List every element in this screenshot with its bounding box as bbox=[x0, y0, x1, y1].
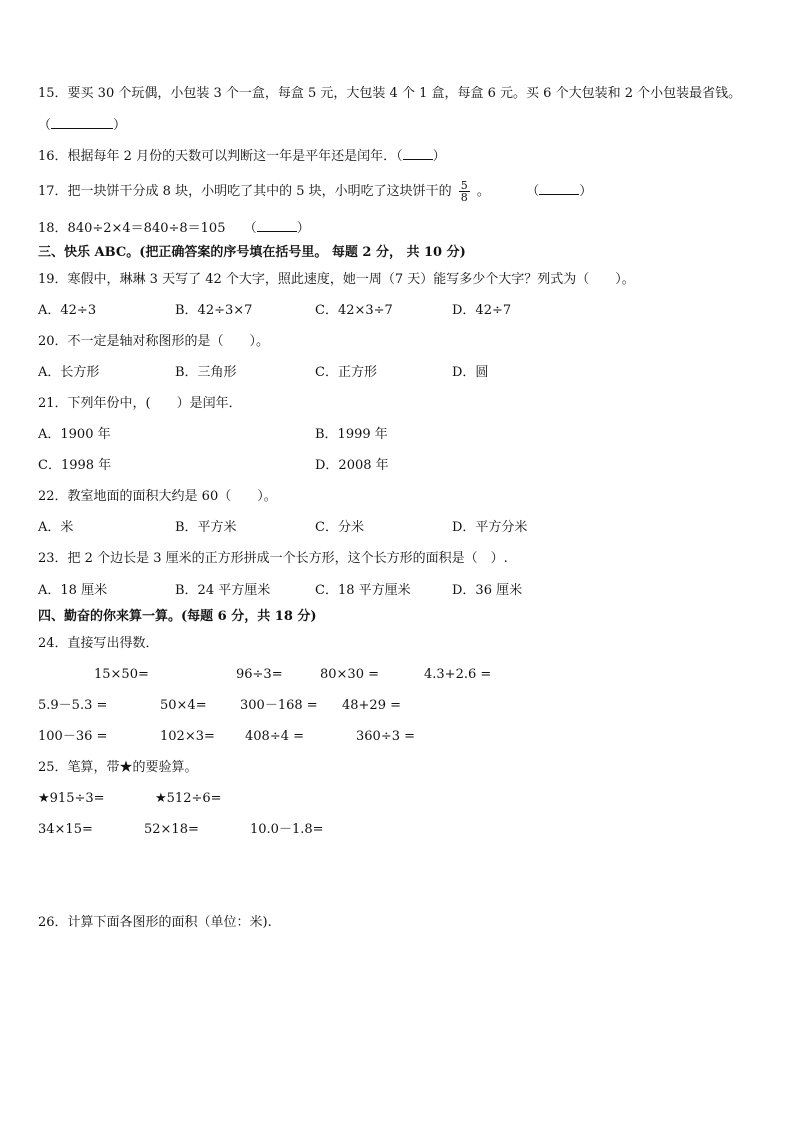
question-16-text: 16．根据每年 2 月份的天数可以判断这一年是平年还是闰年． bbox=[38, 149, 397, 164]
option-a[interactable]: A．米 bbox=[38, 520, 74, 535]
calc-item: 52×18= bbox=[144, 822, 199, 837]
calc-item: 15×50= bbox=[94, 667, 149, 682]
answer-blank[interactable] bbox=[257, 219, 297, 232]
calc-item: ★915÷3= bbox=[38, 791, 105, 806]
calc-item: 360÷3 = bbox=[356, 729, 416, 744]
question-16: 16．根据每年 2 月份的天数可以判断这一年是平年还是闰年．（ ） bbox=[38, 149, 446, 164]
question-18: 18．840÷2×4＝840÷8＝105 （ ） bbox=[38, 221, 310, 236]
option-d[interactable]: D．圆 bbox=[452, 365, 489, 380]
fraction-denominator: 8 bbox=[460, 191, 468, 204]
question-15-text: 15．要买 30 个玩偶，小包装 3 个一盒，每盒 5 元，大包装 4 个 1 盒，每盒 6 元。买 6 个大包装和 2 个小包装最省钱。 bbox=[38, 86, 742, 101]
option-c[interactable]: C．分米 bbox=[315, 520, 364, 535]
calc-item: 4.3+2.6 = bbox=[424, 667, 492, 682]
calc-item: 48+29 = bbox=[342, 698, 402, 713]
option-a[interactable]: A．42÷3 bbox=[38, 303, 97, 318]
question-25: 25．笔算，带★的要验算。 bbox=[38, 760, 198, 775]
fraction-numerator: 5 bbox=[460, 179, 468, 192]
option-d[interactable]: D．42÷7 bbox=[452, 303, 512, 318]
option-c[interactable]: C．正方形 bbox=[315, 365, 377, 380]
calc-item: ★512÷6= bbox=[155, 791, 222, 806]
option-b[interactable]: B．平方米 bbox=[175, 520, 237, 535]
question-15 bbox=[38, 86, 741, 102]
option-b[interactable]: B．24 平方厘米 bbox=[175, 583, 271, 598]
option-c[interactable]: C．1998 年 bbox=[38, 458, 112, 473]
calc-item: 10.0－1.8= bbox=[250, 822, 324, 837]
option-c[interactable]: C．18 平方厘米 bbox=[315, 583, 411, 598]
option-a[interactable]: A．长方形 bbox=[38, 365, 100, 380]
answer-blank[interactable] bbox=[539, 182, 579, 195]
calc-item: 34×15= bbox=[38, 822, 93, 837]
question-17: 17．把一块饼干分成 8 块，小明吃了其中的 5 块，小明吃了这块饼干的 $\frac{5}{8}$ 。 （ ） bbox=[38, 179, 593, 204]
question-18-text: 18．840÷2×4＝840÷8＝105 bbox=[38, 221, 226, 236]
option-d[interactable]: D．36 厘米 bbox=[452, 583, 523, 598]
option-a[interactable]: A．18 厘米 bbox=[38, 583, 108, 598]
calc-item: 96÷3= bbox=[236, 667, 283, 682]
calc-item: 50×4= bbox=[160, 698, 207, 713]
option-d[interactable]: D．平方分米 bbox=[452, 520, 528, 535]
question-20: 20．不一定是轴对称图形的是（ ）。 bbox=[38, 334, 270, 349]
option-b[interactable]: B．三角形 bbox=[175, 365, 237, 380]
option-b[interactable]: B．1999 年 bbox=[315, 427, 388, 442]
option-c[interactable]: C．42×3÷7 bbox=[315, 303, 393, 318]
calc-item: 300－168 = bbox=[240, 698, 318, 713]
option-b[interactable]: B．42÷3×7 bbox=[175, 303, 253, 318]
section-4-heading: 四、勤奋的你来算一算。(每题 6 分，共 18 分) bbox=[38, 609, 317, 624]
calc-item: 80×30 = bbox=[320, 667, 380, 682]
calc-item: 100－36 = bbox=[38, 729, 108, 744]
question-24: 24．直接写出得数． bbox=[38, 636, 159, 651]
question-17-text: 17．把一块饼干分成 8 块，小明吃了其中的 5 块，小明吃了这块饼干的 bbox=[38, 184, 452, 199]
answer-blank[interactable] bbox=[403, 147, 433, 160]
question-21: 21．下列年份中，( ）是闰年． bbox=[38, 396, 242, 411]
option-d[interactable]: D．2008 年 bbox=[315, 458, 389, 473]
section-3-heading: 三、快乐 ABC。(把正确答案的序号填在括号里。 每题 2 分， 共 10 分) bbox=[38, 245, 466, 260]
option-a[interactable]: A．1900 年 bbox=[38, 427, 111, 442]
answer-blank[interactable] bbox=[51, 116, 113, 129]
question-23: 23．把 2 个边长是 3 厘米的正方形拼成一个长方形，这个长方形的面积是（ ）. bbox=[38, 551, 508, 566]
calc-item: 102×3= bbox=[160, 729, 215, 744]
question-15-answer: （ ） bbox=[38, 118, 127, 133]
calc-item: 5.9－5.3 = bbox=[38, 698, 108, 713]
question-26: 26．计算下面各图形的面积（单位：米). bbox=[38, 915, 272, 930]
question-22: 22．教室地面的面积大约是 60（ ）。 bbox=[38, 489, 277, 504]
fraction bbox=[459, 180, 470, 203]
calc-item: 408÷4 = bbox=[245, 729, 305, 744]
question-19: 19．寒假中，琳琳 3 天写了 42 个大字，照此速度，她一周（7 天）能写多少个大字？列式为（ ）。 bbox=[38, 272, 635, 287]
